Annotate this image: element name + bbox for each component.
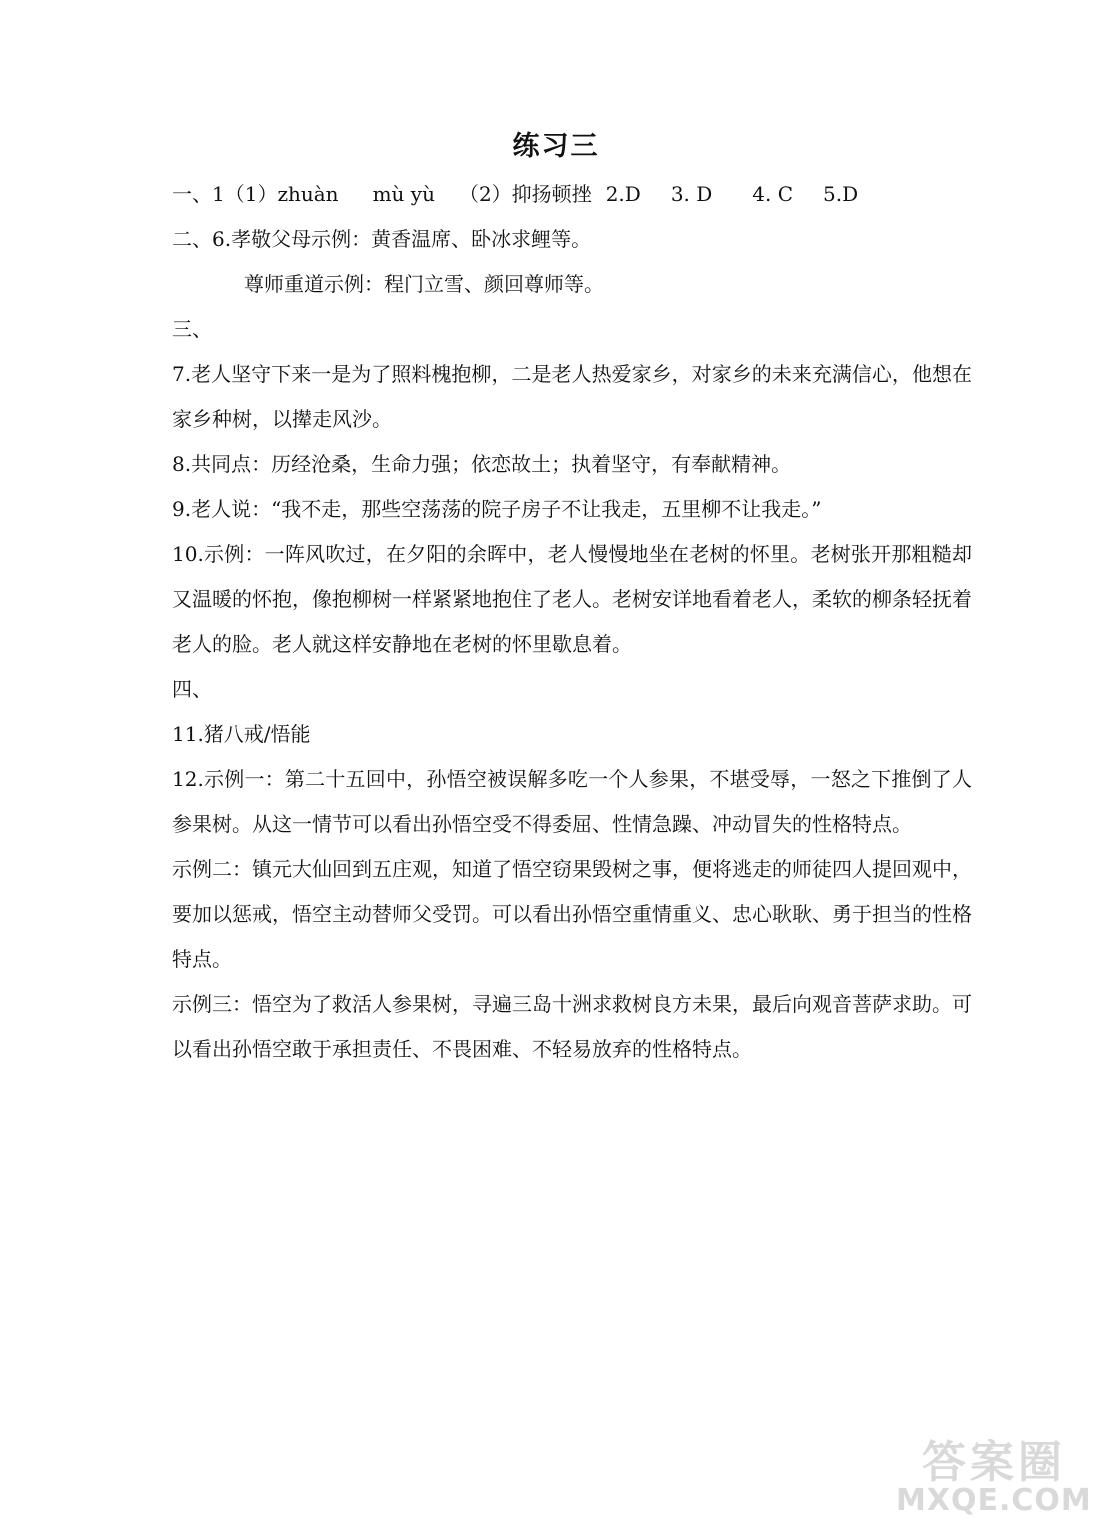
answer-8: 8.共同点：历经沧桑，生命力强；依恋故土；执着坚守，有奉献精神。 xyxy=(172,452,792,476)
answer-11: 11.猪八戒/悟能 xyxy=(172,722,311,746)
q3-answer: 3. D xyxy=(670,182,713,206)
q1-pinyin-2: mù yù xyxy=(372,182,435,206)
section-3-heading: 三、 xyxy=(172,317,212,341)
watermark-url-text: MXQE.COM xyxy=(896,1483,1092,1518)
answer-body xyxy=(172,172,972,1072)
section-2-line-2: 尊师重道示例：程门立雪、颜回尊师等。 xyxy=(244,272,604,296)
section-2-line-1: 二、6.孝敬父母示例：黄香温席、卧冰求鲤等。 xyxy=(172,227,592,251)
q1-part-2: （2）抑扬顿挫 xyxy=(458,182,592,206)
answer-12-example-3: 示例三：悟空为了救活人参果树，寻遍三岛十洲求救树良方未果，最后向观音菩萨求助。可以看出孙悟空敢于承担责任、不畏困难、不轻易放弃的性格特点。 xyxy=(172,992,972,1061)
answer-7: 7.老人坚守下来一是为了照料槐抱柳，二是老人热爱家乡，对家乡的未来充满信心，他想在家乡种树，以撵走风沙。 xyxy=(172,362,972,431)
q4-answer: 4. C xyxy=(752,182,794,206)
site-watermark xyxy=(896,1426,1092,1518)
answer-10: 10.示例：一阵风吹过，在夕阳的余晖中，老人慢慢地坐在老树的怀里。老树张开那粗糙却又温暖的怀抱，像抱柳树一样紧紧地抱住了老人。老树安详地看着老人，柔软的柳条轻抚着老人的脸。老人就这样安静地在老树的怀里歇息着。 xyxy=(172,542,972,656)
page-title: 练习三 xyxy=(512,131,600,162)
q5-answer: 5.D xyxy=(823,182,859,206)
q2-answer: 2.D xyxy=(605,182,641,206)
q1-prefix: 一、1（1）zhuàn xyxy=(172,182,339,206)
question-1-line xyxy=(172,172,972,217)
answer-12-example-1: 12.示例一：第二十五回中，孙悟空被误解多吃一个人参果，不堪受辱，一怒之下推倒了人参果树。从这一情节可以看出孙悟空受不得委屈、性情急躁、冲动冒失的性格特点。 xyxy=(172,767,972,836)
answer-12-example-2: 示例二：镇元大仙回到五庄观，知道了悟空窃果毁树之事，便将逃走的师徒四人提回观中，要加以惩戒，悟空主动替师父受罚。可以看出孙悟空重情重义、忠心耿耿、勇于担当的性格特点。 xyxy=(172,857,972,971)
section-4-heading: 四、 xyxy=(172,677,212,701)
watermark-logo-text: 答案圈 xyxy=(922,1437,1066,1488)
answer-9: 9.老人说：“我不走，那些空荡荡的院子房子不让我走，五里柳不让我走。” xyxy=(172,497,822,521)
